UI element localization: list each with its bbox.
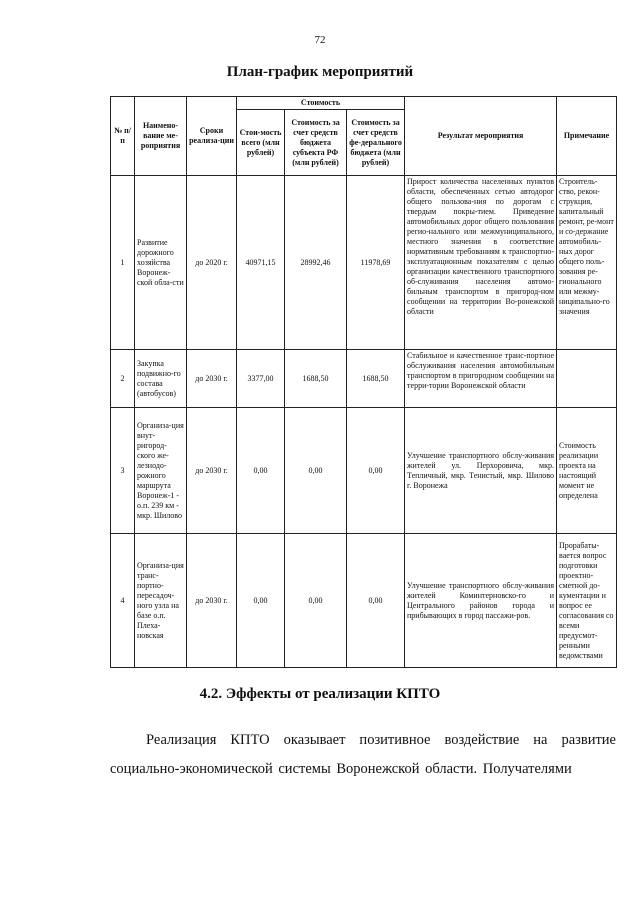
header-note: Примечание xyxy=(557,97,617,176)
row-name: Организа-ция внут-ригород-ского же-лезнодо-рожного маршрута Воронеж-1 - о.п. 239 км - мкр. Шилово xyxy=(135,408,187,534)
section-heading: 4.2. Эффекты от реализации КПТО xyxy=(199,686,441,702)
plan-table xyxy=(110,96,617,668)
row-num: 1 xyxy=(111,176,135,350)
row-cost-total: 0,00 xyxy=(237,408,285,534)
table-row xyxy=(111,350,617,408)
header-cost-group: Стоимость xyxy=(237,97,405,110)
row-name: Закупка подвижно-го состава (автобусов) xyxy=(135,350,187,408)
header-cost-region: Стоимость за счет средств бюджета субъекта РФ (млн рублей) xyxy=(285,110,347,176)
row-cost-region: 1688,50 xyxy=(285,350,347,408)
row-result: Улучшение транспортного обслу-живания жителей Коминтерновско-го и Центрального районов города и прибывающих в город пассажи-ров. xyxy=(405,534,557,668)
page-title: План-график мероприятий xyxy=(226,64,414,80)
row-note: Стоимость реализации проекта на настоящий момент не определена xyxy=(557,408,617,534)
row-cost-federal: 11978,69 xyxy=(347,176,405,350)
row-name: Организа-ция транс-портно-пересадоч-ного узла на базе о.п. Плеха-новская xyxy=(135,534,187,668)
header-name: Наимено-вание ме-роприятия xyxy=(135,97,187,176)
page-number: 72 xyxy=(314,34,326,46)
row-result: Улучшение транспортного обслу-живания жителей ул. Перхоровича, мкр. Тепличный, мкр. Тенистый, мкр. Шилово г. Воронежа xyxy=(405,408,557,534)
row-note xyxy=(557,350,617,408)
header-cost-total: Стои-мость всего (млн рублей) xyxy=(237,110,285,176)
row-result: Прирост количества населенных пунктов области, обеспеченных сетью автодорог общего пользова-ния по дорогам с твердым покры-тием. Приведение автомобильных дорог общего пользования регио-нального или межмуниципального, местного значения в соответствие нормативным требованиям к транспортно-эксплуатационным показателям с целью организации качественного транспортного об-служивания населения автомо-бильным транспортом в пригород-ном сообщении на территории Во-ронежской области xyxy=(405,176,557,350)
row-terms: до 2030 г. xyxy=(187,350,237,408)
row-cost-region: 28992,46 xyxy=(285,176,347,350)
row-cost-federal: 0,00 xyxy=(347,534,405,668)
row-terms: до 2030 г. xyxy=(187,534,237,668)
row-cost-federal: 0,00 xyxy=(347,408,405,534)
row-num: 3 xyxy=(111,408,135,534)
row-note: Прорабаты-вается вопрос подготовки проектно-сметной до-кументации и вопрос ее согласования со всеми предусмот-ренными ведомствами xyxy=(557,534,617,668)
row-terms: до 2030 г. xyxy=(187,408,237,534)
row-name: Развитие дорожного хозяйства Воронеж-ской обла-сти xyxy=(135,176,187,350)
row-cost-region: 0,00 xyxy=(285,534,347,668)
header-terms: Сроки реализа-ции xyxy=(187,97,237,176)
row-cost-total: 3377,00 xyxy=(237,350,285,408)
table-row xyxy=(111,408,617,534)
header-num: № п/п xyxy=(111,97,135,176)
row-result: Стабильное и качественное транс-портное обслуживания населения автомобильным транспортом в пригородном сообщении на терри-тории Воронежской области xyxy=(405,350,557,408)
row-num: 4 xyxy=(111,534,135,668)
header-cost-federal: Стоимость за счет средств фе-дерального бюджета (млн рублей) xyxy=(347,110,405,176)
row-cost-region: 0,00 xyxy=(285,408,347,534)
row-note: Строитель-ство, рекон-струкция, капитальный ремонт, ре-монт и со-держание автомобиль-ных дорог общего поль-зования ре-гионального или межму-ниципально-го значения xyxy=(557,176,617,350)
row-cost-total: 40971,15 xyxy=(237,176,285,350)
row-cost-federal: 1688,50 xyxy=(347,350,405,408)
row-num: 2 xyxy=(111,350,135,408)
body-paragraph: Реализация КПТО оказывает позитивное воздействие на развитие социально-экономической системы Воронежской области. Получателями xyxy=(110,732,616,777)
header-result: Результат мероприятия xyxy=(405,97,557,176)
row-terms: до 2020 г. xyxy=(187,176,237,350)
row-cost-total: 0,00 xyxy=(237,534,285,668)
table-row xyxy=(111,534,617,668)
table-row xyxy=(111,176,617,350)
